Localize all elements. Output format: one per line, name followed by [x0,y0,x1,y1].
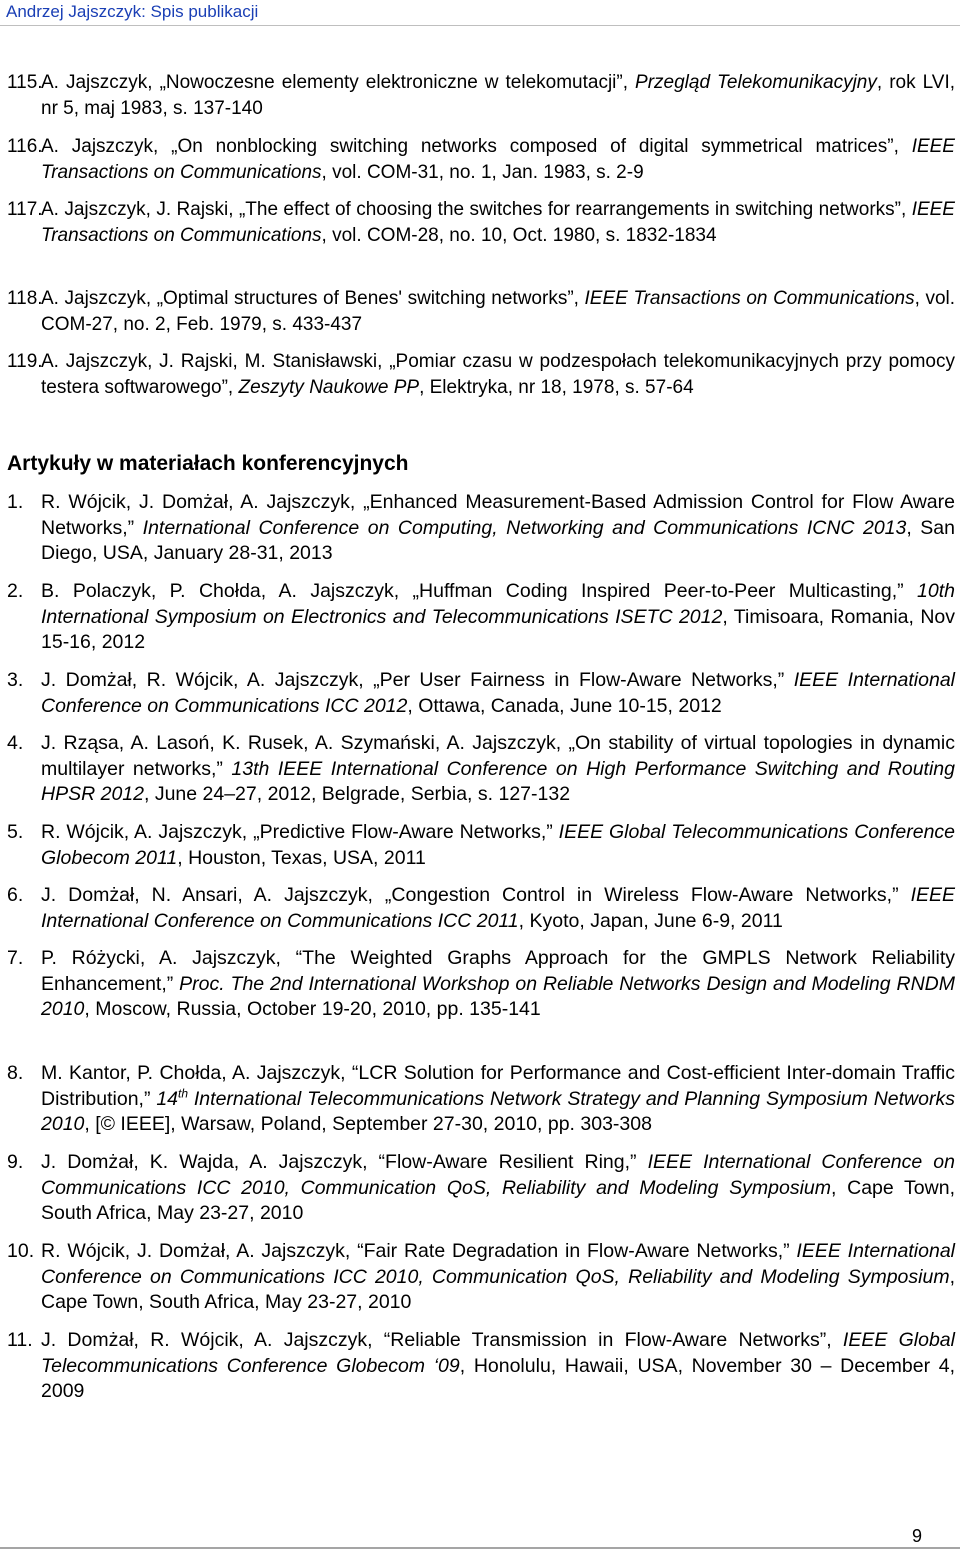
entry-segment: R. Wójcik, J. Domżał, A. Jajszczyk, „Enhanced Measurement-Based Admission Control for Flow Aware Networks,” [41,491,955,539]
entry-text [41,883,955,934]
entry-number: 11. [7,1329,33,1351]
entry-number: 6. [7,884,24,906]
entry-segment: , Cape Town, South Africa, May 23-27, 2010 [41,1176,955,1224]
entry-segment: , Honolulu, Hawaii, USA, November 30 – December 4, 2009 [41,1354,955,1402]
entry-segment: A. Jajszczyk, J. Rajski, „The effect of choosing the switches for rearrangements in switching networks”, [41,199,912,220]
entry-text [41,1328,955,1405]
page-bottom-rule [0,1547,960,1555]
entry-text [41,668,955,719]
entry-segment: J. Rząsa, A. Lasoń, K. Rusek, A. Szymański, A. Jajszczyk, „On stability of virtual topologies in dynamic multilayer networks,” [41,732,955,780]
entry-number: 4. [7,732,24,754]
entry-segment: , Kyoto, Japan, June 6-9, 2011 [518,909,783,932]
entry-venue: IEEE Global Telecommunications Conference Globecom 2011 [41,821,956,869]
entry-segment: , Elektryka, nr 18, 1978, s. 57-64 [419,376,694,398]
entry-segment: J. Domżał, R. Wójcik, A. Jajszczyk, “Reliable Transmission in Flow-Aware Networks”, [41,1329,843,1351]
page-number: 9 [911,1526,922,1546]
entry-segment: , June 24–27, 2012, Belgrade, Serbia, s. 127-132 [143,783,571,805]
entry-number: 2. [7,580,24,602]
entry-text [41,1239,955,1316]
entry-venue: th [178,1086,189,1100]
entry-segment: , Timisoara, Romania, Nov 15-16, 2012 [41,605,955,653]
entry-number: 116. [7,136,43,157]
entry-text [41,490,955,567]
entry-number: 119. [7,351,43,372]
entry-number: 7. [7,947,24,969]
entry-venue: IEEE Transactions on Communications [41,136,955,183]
entry-text [41,70,955,121]
entry-venue: 13th IEEE International Conference on High Performance Switching and Routing HPSR 2012 [41,757,955,805]
entry-text [41,731,955,808]
entry-segment: A. Jajszczyk, „On nonblocking switching networks composed of digital symmetrical matrices”, [41,136,912,157]
entry-text [41,286,955,337]
entry-venue: IEEE International Conference on Communications ICC 2010, Communication QoS, Reliability and Modeling Symposium [41,1151,955,1199]
entry-segment: R. Wójcik, A. Jajszczyk, „Predictive Flow-Aware Networks,” [41,821,559,843]
entry-segment: J. Domżał, R. Wójcik, A. Jajszczyk, „Per User Fairness in Flow-Aware Networks,” [41,669,794,691]
entry-venue: IEEE International Conference on Communications ICC 2011 [41,884,955,932]
entry-text [41,946,955,1023]
entry-venue: 14 [156,1087,179,1110]
entry-venue: IEEE Transactions on Communications [584,288,915,309]
entry-number: 118. [7,288,43,309]
entry-segment: , vol. COM-27, no. 2, Feb. 1979, s. 433-437 [41,288,956,335]
entry-segment: , vol. COM-31, no. 1, Jan. 1983, s. 2-9 [321,161,644,183]
entry-segment: M. Kantor, P. Chołda, A. Jajszczyk, “LCR Solution for Performance and Cost-efficient Inter-domain Traffic Distribution,” [41,1062,955,1110]
entry-number: 5. [7,821,24,843]
entry-text [41,1061,955,1138]
entry-number: 10. [7,1240,35,1262]
entry-segment: J. Domżał, K. Wajda, A. Jajszczyk, “Flow-Aware Resilient Ring,” [41,1151,648,1173]
entry-venue: Przegląd Telekomunikacyjny [635,72,877,93]
entry-segment: B. Polaczyk, P. Chołda, A. Jajszczyk, „Huffman Coding Inspired Peer-to-Peer Multicasting,” [41,580,918,602]
entry-segment: A. Jajszczyk, „Optimal structures of Benes' switching networks”, [41,288,585,309]
entry-text [41,1150,955,1227]
entry-venue: IEEE Global Telecommunications Conference Globecom ‘09 [41,1329,955,1377]
entry-segment: J. Domżał, N. Ansari, A. Jajszczyk, „Congestion Control in Wireless Flow-Aware Networks,” [41,884,911,906]
entry-text [41,134,955,185]
entry-text [41,349,955,400]
entry-segment: , Cape Town, South Africa, May 23-27, 2010 [41,1265,955,1313]
entry-venue: IEEE Transactions on Communications [41,199,955,246]
entry-text [41,579,955,656]
entry-venue: International Telecommunications Network Strategy and Planning Symposium Networks 2010 [41,1087,955,1135]
entry-segment: P. Różycki, A. Jajszczyk, “The Weighted Graphs Approach for the GMPLS Network Reliability Enhancement,” [41,947,955,995]
entry-segment: , rok LVI, nr 5, maj 1983, s. 137-140 [41,72,955,119]
entry-text [41,197,955,248]
entry-venue: IEEE International Conference on Communications ICC 2012 [41,669,955,717]
entry-segment: A. Jajszczyk, „Nowoczesne elementy elektroniczne w telekomutacji”, [41,72,636,93]
entry-venue: Proc. The 2nd International Workshop on Reliable Networks Design and Modeling RNDM 2010 [41,972,955,1020]
entry-number: 8. [7,1062,24,1084]
entry-number: 1. [7,491,24,513]
entry-segment: R. Wójcik, J. Domżał, A. Jajszczyk, “Fair Rate Degradation in Flow-Aware Networks,” [41,1240,797,1262]
entry-segment: A. Jajszczyk, J. Rajski, M. Stanisławski, „Pomiar czasu w podzespołach telekomunikacyjnych przy pomocy testera softwarowego”, [41,351,955,398]
entry-segment: , Moscow, Russia, October 19-20, 2010, pp. 135-141 [84,998,541,1020]
entry-venue: Zeszyty Naukowe PP [238,376,420,398]
entry-venue: 10th International Symposium on Electronics and Telecommunications ISETC 2012 [41,580,955,628]
entry-number: 3. [7,669,24,691]
entry-number: 115. [7,72,43,93]
entry-segment: , vol. COM-28, no. 10, Oct. 1980, s. 1832-1834 [321,224,717,246]
entry-segment: , [© IEEE], Warsaw, Poland, September 27-30, 2010, pp. 303-308 [84,1113,652,1135]
entry-segment: , San Diego, USA, January 28-31, 2013 [41,516,955,564]
page-header [0,0,960,26]
entry-number: 9. [7,1151,24,1173]
entry-venue: IEEE International Conference on Communications ICC 2010, Communication QoS, Reliability and Modeling Symposium [41,1240,955,1288]
entry-segment: , Houston, Texas, USA, 2011 [177,846,426,869]
entry-venue: International Conference on Computing, Networking and Communications ICNC 2013 [142,516,907,539]
entry-text [41,820,955,871]
entry-number: 117. [7,199,43,220]
section-title: Artykuły w materiałach konferencyjnych [7,452,409,475]
entry-segment: , Ottawa, Canada, June 10-15, 2012 [407,694,722,717]
header-title-link[interactable]: Andrzej Jajszczyk: Spis publikacji [6,2,259,21]
